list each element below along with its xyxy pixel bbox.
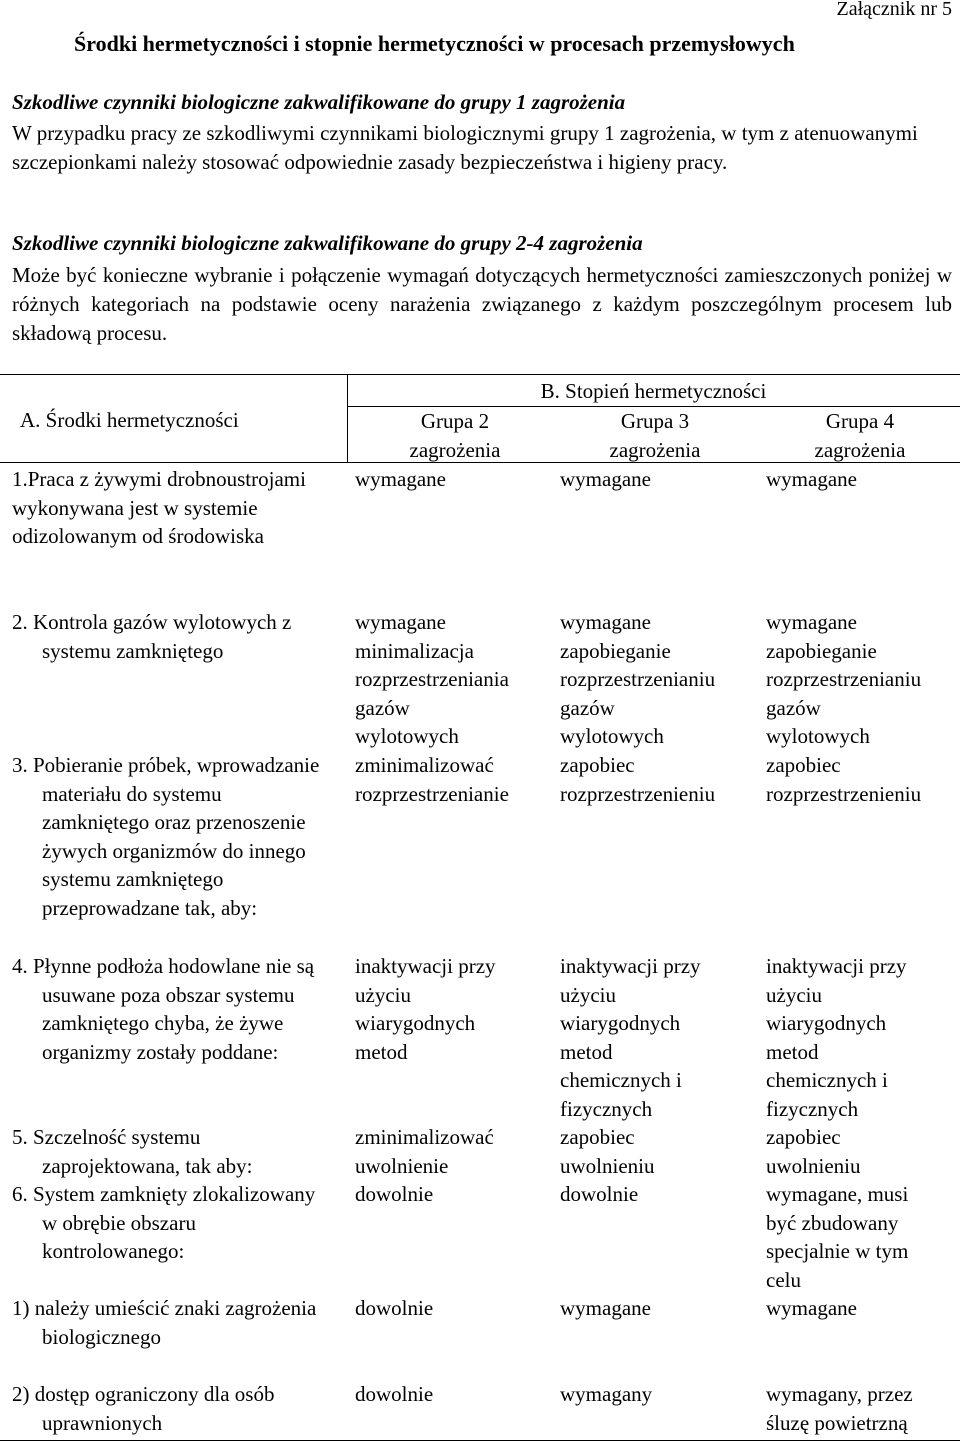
row4-g2: inaktywacji przy użyciu wiarygodnych metod bbox=[355, 954, 496, 1064]
row2-g4: wymagane zapobieganie rozprzestrzenianiu gazów wylotowych bbox=[766, 610, 922, 749]
group2-header: Grupa 2 zagrożenia bbox=[409, 409, 501, 462]
annex-number: Załącznik nr 5 bbox=[836, 0, 952, 20]
row5-g2: zminimalizować uwolnienie bbox=[355, 1125, 494, 1178]
row3-g3: zapobiec rozprzestrzenieniu bbox=[560, 753, 716, 806]
row3-g2: zminimalizować rozprzestrzenianie bbox=[355, 753, 509, 806]
row2-g3: wymagane zapobieganie rozprzestrzenianiu gazów wylotowych bbox=[560, 610, 716, 749]
row8-g4: wymagany, przez śluzę powietrzną bbox=[766, 1382, 913, 1435]
row1-g3: wymagane bbox=[560, 467, 651, 491]
row4-g4: inaktywacji przy użyciu wiarygodnych metod chemicznych i fizycznych bbox=[766, 954, 907, 1121]
row1-g2: wymagane bbox=[355, 467, 446, 491]
row5-g3: zapobiec uwolnieniu bbox=[560, 1125, 655, 1178]
row2-g2: wymagane minimalizacja rozprzestrzeniania gazów wylotowych bbox=[355, 610, 509, 749]
group4-header: Grupa 4 zagrożenia bbox=[814, 409, 906, 462]
col-b-header: B. Stopień hermetyczności bbox=[540, 379, 767, 403]
row7-g4: wymagane bbox=[766, 1296, 857, 1320]
measure-6-2: 2) dostęp ograniczony dla osób uprawnionych bbox=[12, 1382, 275, 1435]
col-a-header: A. Środki hermetyczności bbox=[20, 408, 239, 432]
table-bottom-rule bbox=[0, 1440, 960, 1441]
row7-g2: dowolnie bbox=[355, 1296, 434, 1320]
row7-g3: wymagane bbox=[560, 1296, 651, 1320]
table-top-rule bbox=[0, 374, 960, 375]
row8-g3: wymagany bbox=[560, 1382, 653, 1406]
page-title: Środki hermetyczności i stopnie hermetyczności w procesach przemysłowych bbox=[74, 31, 795, 56]
section1-heading: Szkodliwe czynniki biologiczne zakwalifikowane do grupy 1 zagrożenia bbox=[12, 90, 626, 114]
measure-2: 2. Kontrola gazów wylotowych z systemu zamkniętego bbox=[12, 610, 292, 663]
section2-text: Może być konieczne wybranie i połączenie wymagań dotyczących hermetyczności zamieszczonych poniżej w różnych kategoriach na podstawie oceny narażenia związanego z każdym poszczególnym procesem lub składową procesu. bbox=[12, 263, 952, 345]
section1-text: W przypadku pracy ze szkodliwymi czynnikami biologicznymi grupy 1 zagrożenia, w tym z atenuowanymi szczepionkami należy stosować odpowiednie zasady bezpieczeństwa i higieny pracy. bbox=[12, 121, 918, 174]
row1-g4: wymagane bbox=[766, 467, 857, 491]
group3-header: Grupa 3 zagrożenia bbox=[609, 409, 701, 462]
measure-6-1: 1) należy umieścić znaki zagrożenia biologicznego bbox=[12, 1296, 317, 1349]
section2-heading: Szkodliwe czynniki biologiczne zakwalifikowane do grupy 2-4 zagrożenia bbox=[12, 231, 643, 255]
row6-g4: wymagane, musi być zbudowany specjalnie w tym celu bbox=[766, 1182, 909, 1292]
measure-3: 3. Pobieranie próbek, wprowadzanie materiału do systemu zamkniętego oraz przenoszenie żywych organizmów do innego systemu zamkniętego przeprowadzane tak, aby: bbox=[12, 753, 320, 920]
row6-g3: dowolnie bbox=[560, 1182, 639, 1206]
row6-g2: dowolnie bbox=[355, 1182, 434, 1206]
row3-g4: zapobiec rozprzestrzenieniu bbox=[766, 753, 922, 806]
measure-5: 5. Szczelność systemu zaprojektowana, tak aby: bbox=[12, 1125, 253, 1178]
measure-1: 1.Praca z żywymi drobnoustrojami wykonywana jest w systemie odizolowanym od środowiska bbox=[12, 467, 306, 549]
row5-g4: zapobiec uwolnieniu bbox=[766, 1125, 861, 1178]
row4-g3: inaktywacji przy użyciu wiarygodnych metod chemicznych i fizycznych bbox=[560, 954, 701, 1121]
measure-4: 4. Płynne podłoża hodowlane nie są usuwane poza obszar systemu zamkniętego chyba, że żywe organizmy zostały poddane: bbox=[12, 954, 315, 1064]
measure-6: 6. System zamknięty zlokalizowany w obrębie obszaru kontrolowanego: bbox=[12, 1182, 316, 1264]
row8-g2: dowolnie bbox=[355, 1382, 434, 1406]
